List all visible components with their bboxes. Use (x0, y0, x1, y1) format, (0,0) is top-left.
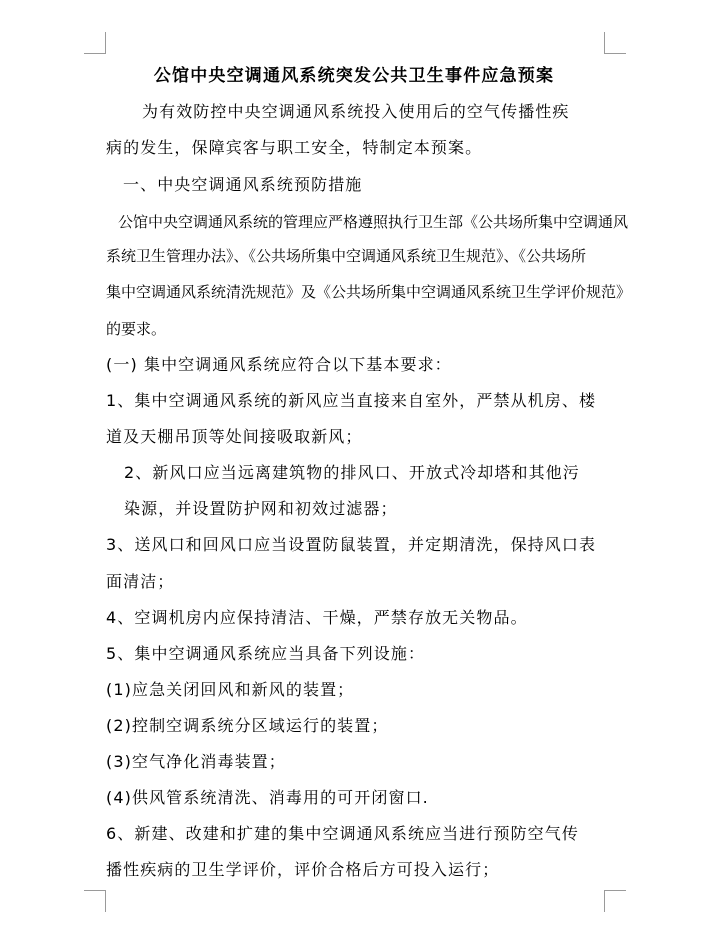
item-1-line-2: 道及天棚吊顶等处间接吸取新风； (106, 427, 363, 446)
facility-3: (3)空气净化消毒装置； (106, 752, 286, 771)
document-title: 公馆中央空调通风系统突发公共卫生事件应急预案 (153, 66, 555, 86)
facility-2: (2)控制空调系统分区域运行的装置； (106, 716, 389, 735)
regulation-line-2: 系统卫生管理办法》、《公共场所集中空调通风系统卫生规范》、《公共场所 (106, 247, 587, 265)
section-heading-1: 一、中央空调通风系统预防措施 (123, 175, 363, 194)
regulation-line-1: 公馆中央空调通风系统的管理应严格遵照执行卫生部《公共场所集中空调通风 (118, 213, 629, 231)
regulation-line-4: 的要求。 (106, 320, 167, 338)
item-2-line-1: 2、新风口应当远离建筑物的排风口、开放式冷却塔和其他污 (124, 463, 580, 482)
item-4: 4、空调机房内应保持清洁、干燥，严禁存放无关物品。 (106, 608, 528, 627)
regulation-line-3: 集中空调通风系统清洗规范》及《公共场所集中空调通风系统卫生学评价规范》 (106, 283, 632, 301)
facility-1: (1)应急关闭回风和新风的装置； (106, 680, 355, 699)
page-corner-mark-top-right (604, 32, 626, 54)
page-corner-mark-bottom-left (84, 890, 106, 912)
item-5: 5、集中空调通风系统应当具备下列设施： (106, 644, 426, 663)
page-corner-mark-top-left (84, 32, 106, 54)
item-6-line-1: 6、新建、改建和扩建的集中空调通风系统应当进行预防空气传 (106, 824, 579, 843)
item-3-line-1: 3、送风口和回风口应当设置防鼠装置，并定期清洗，保持风口表 (106, 535, 597, 554)
item-1-line-1: 1、集中空调通风系统的新风应当直接来自室外，严禁从机房、楼 (106, 391, 597, 410)
intro-line-1: 为有效防控中央空调通风系统投入使用后的空气传播性疾 (142, 102, 570, 121)
page-corner-mark-bottom-right (604, 890, 626, 912)
subsection-heading-1: (一) 集中空调通风系统应符合以下基本要求： (106, 355, 452, 374)
facility-4: (4)供风管系统清洗、消毒用的可开闭窗口. (106, 788, 429, 807)
item-6-line-2: 播性疾病的卫生学评价，评价合格后方可投入运行； (106, 860, 500, 879)
intro-line-2: 病的发生，保障宾客与职工安全，特制定本预案。 (106, 138, 483, 157)
item-3-line-2: 面清洁； (106, 572, 175, 591)
item-2-line-2: 染源，并设置防护网和初效过滤器； (124, 499, 398, 518)
